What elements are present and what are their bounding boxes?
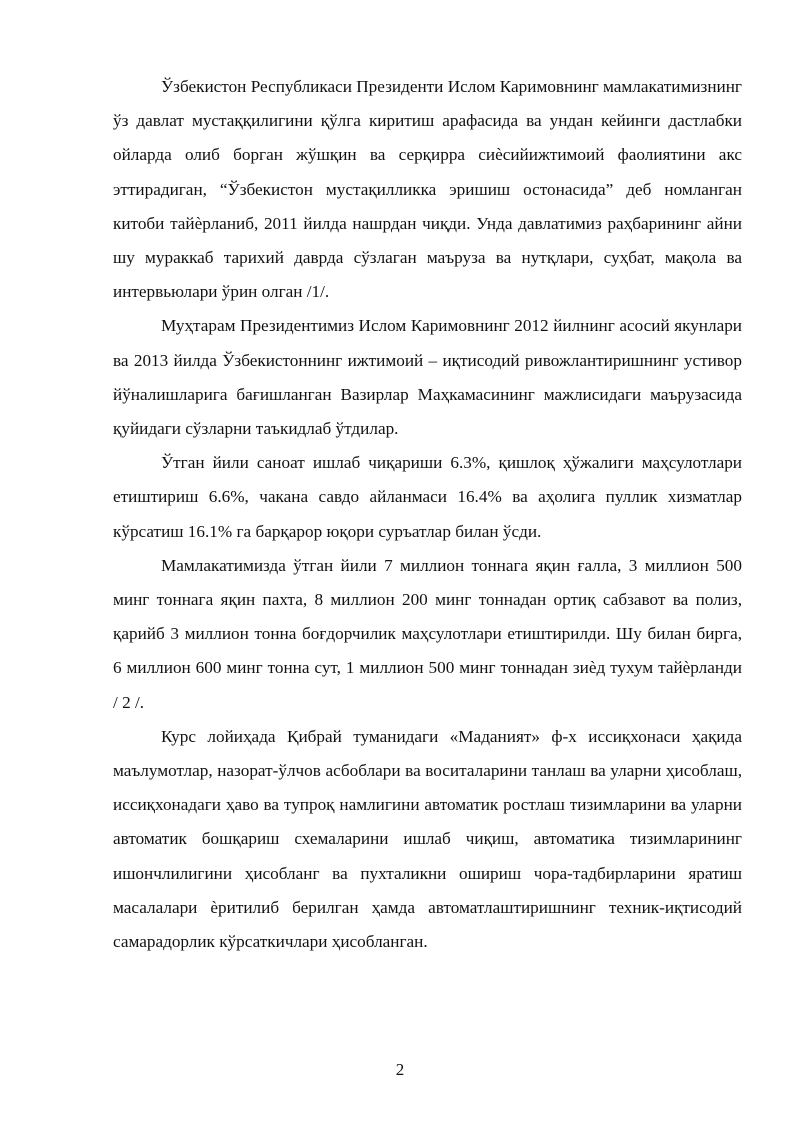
document-body [113, 70, 742, 959]
paragraph-5: Курс лойиҳада Қибрай туманидаги «Маданият» ф-х иссиқхонаси ҳақида маълумотлар, назорат-ўлчов асбоблари ва воситаларини танлаш ва уларни ҳисоблаш, иссиқхонадаги ҳаво ва тупроқ намлигини автоматик ростлаш тизимларини ва уларни автоматик бошқариш схемаларини ишлаб чиқиш, автоматика тизимларининг ишончлилигини ҳисобланг ва пухталикни ошириш чора-тадбирларини яратиш масалалари ѐритилиб берилган ҳамда автоматлаштиришнинг техник-иқтисодий самарадорлик кўрсаткичлари ҳисобланган. [113, 726, 742, 952]
page-number: 2 [395, 1060, 405, 1079]
paragraph-3: Ўтган йили саноат ишлаб чиқариши 6.3%, қишлоқ ҳўжалиги маҳсулотлари етиштириш 6.6%, чакана савдо айланмаси 16.4% ва аҳолига пуллик хизматлар кўрсатиш 16.1% га барқарор юқори суръатлар билан ўсди. [113, 453, 742, 541]
paragraph-2: Муҳтарам Президентимиз Ислом Каримовнинг 2012 йилнинг асосий якунлари ва 2013 йилда Ўзбекистоннинг ижтимоий – иқтисодий ривожлантиришнинг устивор йўналишларига бағишланган Вазирлар Маҳкамасининг мажлисидаги маърузасида қуйидаги сўзларни таъкидлаб ўтдилар. [113, 316, 742, 439]
paragraph-1: Ўзбекистон Республикаси Президенти Ислом Каримовнинг мамлакатимизнинг ўз давлат мустаққилигини қўлга киритиш арафасида ва ундан кейинги дастлабки ойларда олиб борган жўшқин ва серқирра сиѐсийижтимоий фаолиятини акс эттирадиган, “Ўзбекистон мустақилликка эришиш остонасида” деб номланган китоби тайѐрланиб, 2011 йилда нашрдан чиқди. Унда давлатимиз раҳбарининг айни шу мураккаб тарихий даврда сўзлаган маърузa ва нутқлари, суҳбат, мақола ва интервьюлари ўрин олган /1/. [113, 77, 742, 302]
paragraph-4: Мамлакатимизда ўтган йили 7 миллион тоннага яқин ғалла, 3 миллион 500 минг тоннага яқин пахта, 8 миллион 200 минг тоннадан ортиқ сабзавот ва полиз, қарийб 3 миллион тонна боғдорчилик маҳсулотлари етиштирилди. Шу билан бирга, 6 миллион 600 минг тонна сут, 1 миллион 500 минг тоннадан зиѐд тухум тайѐрланди / 2 /. [113, 555, 742, 712]
